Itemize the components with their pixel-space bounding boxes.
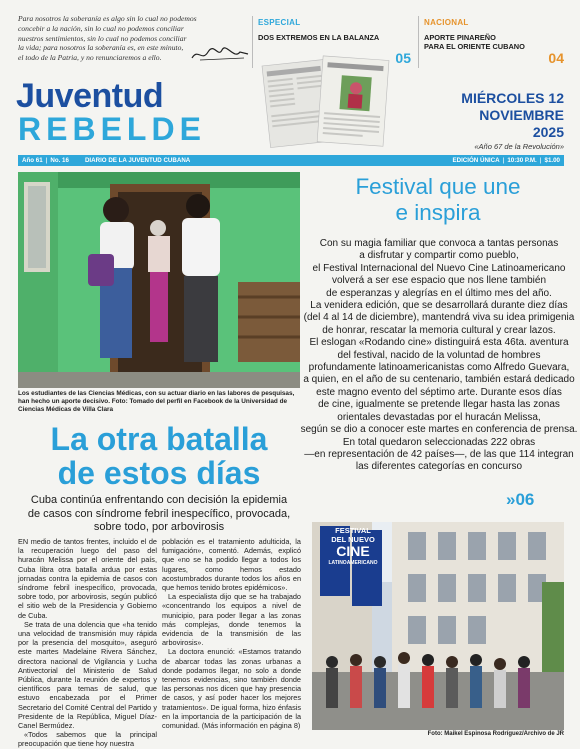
quote-line: Para nosotros la soberanía es algo sin lo cual no podemos xyxy=(18,14,197,23)
info-time: 10:30 P.M. xyxy=(507,157,537,164)
festival-line: a disfrutar y compartir como pueblo, xyxy=(359,250,519,262)
festival-body xyxy=(298,238,580,474)
brand-juventud: Juventud xyxy=(16,77,164,115)
headline-line: e inspira xyxy=(395,200,481,225)
festival-line: de honrar, rescatar la memoria cultural y crear lazos. xyxy=(322,324,556,336)
promo-title: PARA EL ORIENTE CUBANO xyxy=(424,42,525,51)
festival-line: Con su magia familiar que convoca a tantas personas xyxy=(319,238,559,249)
headline-line: de estos días xyxy=(57,455,261,491)
info-paper: DIARIO DE LA JUVENTUD CUBANA xyxy=(84,157,191,164)
info-edition: EDICIÓN ÚNICA xyxy=(452,157,500,164)
festival-line: del festival, nacido de la voluntad de hombres xyxy=(337,349,541,361)
promo-page-number: 05 xyxy=(395,50,411,66)
date-motto: «Año 67 de la Revolución» xyxy=(474,142,564,151)
promo-page-number: 04 xyxy=(548,50,564,66)
info-number: No. 16 xyxy=(50,157,69,164)
promo-nacional[interactable] xyxy=(424,18,566,70)
promo-title: DOS EXTREMOS EN LA BALANZA xyxy=(258,33,380,42)
paragraph: La especialista dijo que se ha trabajado «concentrando los equipos a nivel de municipio, para poder llegar a las zonas más complejas, donde tenemos la evidencia de la transmisión de las arbovirosis». xyxy=(162,592,301,648)
poster-line: LATINOAMERICANO xyxy=(328,560,378,566)
paragraph: EN medio de tantos frentes, incluido el de la recuperación luego del paso del huracán Melissa por el oriente del país, Cuba libra otra batalla ardua por estas jornadas contra la epidemia de casos con síndrome febril inespecífico, provocada, sobre todo, por arbovirosis, según publicó el sitio web de la Presidencia y Gobierno de Cuba. xyxy=(18,537,157,620)
quote-line: nuestros sentimientos, sin lo cual no podemos conciliar xyxy=(18,33,187,43)
headline-line: La otra batalla xyxy=(50,421,268,457)
festival-line: el Festival Internacional del Nuevo Cine Latinoamericano xyxy=(312,262,566,274)
festival-line: de cine, igualmente se pretende llegar hasta las zonas xyxy=(318,399,560,411)
info-price: $1.00 xyxy=(544,157,560,164)
jump-page-link[interactable]: »06 xyxy=(506,490,535,509)
divider xyxy=(418,16,419,68)
paragraph: población es el tratamiento adulticida, la fumigación», comentó. Además, explicó que «no se ha podido llegar a todos los lugares, como hemos estado acostumbrados durante todos los años en que hemos tenido brotes epidémicos». xyxy=(162,537,301,593)
especial-spread-thumbnail xyxy=(262,52,392,150)
festival-line: volverá a ser ese espacio que nos llene también xyxy=(331,275,547,287)
festival-line: las diferentes categorías en concurso xyxy=(355,461,523,473)
quote-line: la vida; para nosotros la soberanía es, en este minuto, xyxy=(18,43,184,53)
festival-line: de esperanzas y alegrías en el último mes del año. xyxy=(326,287,552,299)
promo-tag: ESPECIAL xyxy=(258,18,301,27)
poster-line: DEL NUEVO xyxy=(331,535,375,544)
info-year: Año 61 xyxy=(22,157,43,164)
festival-line: El eslogan «Rodando cine» distinguirá esta 46ta. aventura xyxy=(309,337,569,349)
festival-line: a quien, en el año de su centenario, también estará dedicado xyxy=(303,374,575,386)
date-year: 2025 xyxy=(532,124,564,140)
info-bar: Año 61 | No. 16 DIARIO DE LA JUVENTUD CUBANA EDICIÓN ÚNICA | 10:30 P.M. | $1.00 xyxy=(18,155,564,166)
article-column-1 xyxy=(18,537,157,749)
quote-line: el todo de la Patria, y no renunciaremos a ello. xyxy=(18,53,162,63)
festival-line: (del 4 al 14 de diciembre), mantendrá viva su idea primigenia xyxy=(303,312,575,324)
main-deck: Cuba continúa enfrentando con decisión la epidemia de casos con síndrome febril inespecífico, provocada, sobre todo, por arbovirosis xyxy=(27,494,291,533)
poster-line: CINE xyxy=(336,543,370,559)
festival-line: La venidera edición, que se desarrollará durante diez días xyxy=(310,300,568,312)
date-month: NOVIEMBRE xyxy=(479,107,564,123)
paragraph: «Todos sabemos que la principal preocupación que tiene hoy nuestra xyxy=(18,730,157,749)
photo-credit: Foto: Maikel Espinosa Rodríguez/Archivo de JR xyxy=(427,731,564,737)
divider xyxy=(252,16,253,68)
festival-line: según se dio a conocer este martes en conferencia de prensa. xyxy=(300,424,578,436)
festival-line: En total quedaron seleccionadas 222 obras xyxy=(342,436,536,448)
headline-line: Festival que une xyxy=(355,174,521,199)
promo-title: APORTE PINAREÑO xyxy=(424,33,496,42)
festival-line: este magno evento del séptimo arte. Durante esos días xyxy=(316,386,562,398)
festival-line: —en representación de 42 países—, de las que 114 integran xyxy=(304,448,574,460)
article-column-2 xyxy=(162,537,301,730)
festival-line: orientales devastadas por el huracán Melissa, xyxy=(337,411,541,423)
festival-headline[interactable] xyxy=(308,174,568,226)
festival-line: profundamente latinoamericanistas como Alfredo Guevara, xyxy=(308,362,570,374)
main-headline[interactable] xyxy=(18,422,300,490)
paragraph: Se trata de una dolencia que «ha tenido una velocidad de transmisión muy rápida por la presencia del mosquito», aseguró este martes Madelaine Rivera Sánchez, directora nacional de Vigilancia y Lucha Antivectorial del Ministerio de Salud Pública, durante la reunión de expertos y científicos para temas de salud, que estuvo encabezada por el Primer Secretario del Comité Central del Partido y Presidente de la República, Miguel Díaz-Canel Bermúdez. xyxy=(18,619,157,731)
lead-photo-caption: Los estudiantes de las Ciencias Médicas, con su actuar diario en las labores de pesquisas, han hecho un aporte decisivo. Foto: Tomado del perfil en Facebook de la Universidad de Ciencias Médicas de Villa Clara xyxy=(18,390,295,414)
signature-image xyxy=(190,44,250,64)
lead-photo[interactable] xyxy=(18,172,300,388)
paragraph: La doctora enunció: «Estamos tratando de abarcar todas las zonas urbanas a donde podamos llegar, no solo a donde tenemos evidencias, sino también donde las personas nos dicen que hay presencia de casos, y así poder hacer los mejores tratamientos». De igual forma, hizo énfasis en la importancia de la participación de la comunidad. (Más información en página 8) xyxy=(162,647,301,731)
date-weekday: MIÉRCOLES 12 xyxy=(461,90,564,106)
festival-poster xyxy=(324,526,382,568)
quote-line: concebir a la nación, sin lo cual no podemos conciliar xyxy=(18,23,184,33)
promo-tag: NACIONAL xyxy=(424,18,469,27)
brand-rebelde: REBELDE xyxy=(18,111,206,147)
poster-line: FESTIVAL xyxy=(335,526,371,535)
